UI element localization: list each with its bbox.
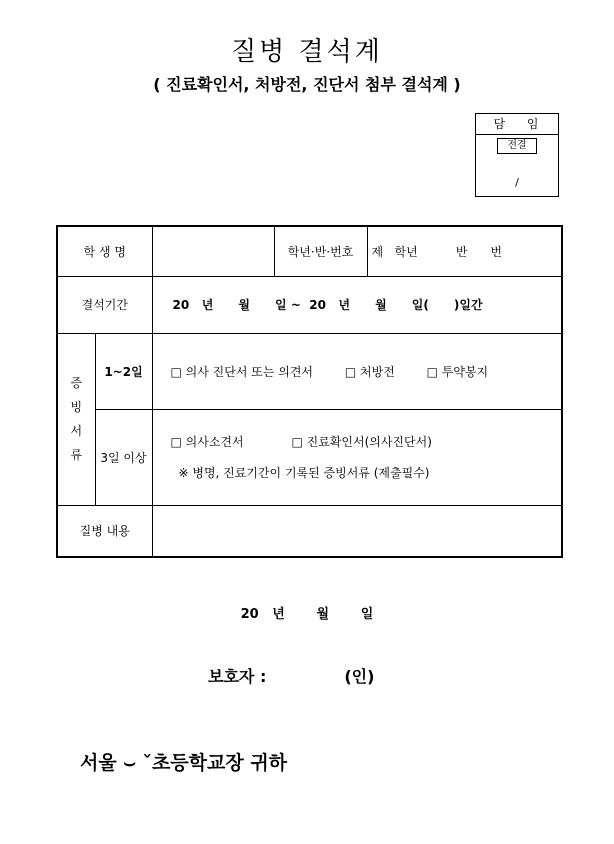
evidence-docs-label — [57, 333, 95, 505]
table-row — [57, 333, 562, 409]
table-row — [57, 409, 562, 505]
checkbox-doctor-opinion[interactable]: □ 의사소견서 — [170, 435, 244, 449]
required-note: ※ 병명, 진료기간이 기록된 증빙서류 (제출필수) — [178, 466, 430, 480]
table-row — [57, 226, 562, 276]
addressee: 서울 ⌣ ˇ초등학교장 귀하 — [80, 752, 288, 774]
one-two-days-label: 1~2일 — [95, 333, 152, 409]
approval-slash: / — [515, 176, 519, 189]
checkbox-treatment-certificate[interactable]: □ 진료확인서(의사진단서) — [291, 435, 432, 449]
student-name-label: 학 생 명 — [57, 226, 152, 276]
approval-box — [475, 113, 559, 197]
three-days-options — [152, 409, 562, 505]
checkbox-doctor-diagnosis[interactable]: □ 의사 진단서 또는 의견서 — [170, 364, 314, 379]
absence-form-table — [56, 225, 563, 558]
guardian-signature: 보호자 : (인) — [208, 667, 375, 686]
illness-content-label: 질병 내용 — [57, 505, 152, 557]
grade-class-number-field[interactable]: 제 학년 반 번 — [367, 226, 562, 276]
signature-date: 20 년 월 일 — [240, 607, 374, 622]
checkbox-prescription[interactable]: □ 처방전 — [344, 364, 395, 379]
student-name-field[interactable] — [152, 226, 274, 276]
absence-period-label: 결석기간 — [57, 276, 152, 333]
page-title: 질병 결석계 — [231, 37, 383, 67]
checkbox-medicine-bag[interactable]: □ 투약봉지 — [426, 364, 489, 379]
approval-stamp — [497, 138, 537, 154]
three-days-label: 3일 이상 — [95, 409, 152, 505]
evidence-docs-label-text: 증 빙 서 류 — [70, 376, 83, 462]
table-row — [57, 505, 562, 557]
illness-content-field[interactable] — [152, 505, 562, 557]
grade-class-number-label: 학년·반·번호 — [274, 226, 367, 276]
approval-header: 담 임 — [476, 114, 558, 135]
approval-stamp-label: 전결 — [507, 140, 527, 151]
one-two-days-options — [152, 333, 562, 409]
page-subtitle: ( 진료확인서, 처방전, 진단서 첨부 결석계 ) — [153, 75, 461, 94]
table-row — [57, 276, 562, 333]
absence-period-field[interactable]: 20 년 월 일 ~ 20 년 월 일( )일간 — [152, 276, 562, 333]
